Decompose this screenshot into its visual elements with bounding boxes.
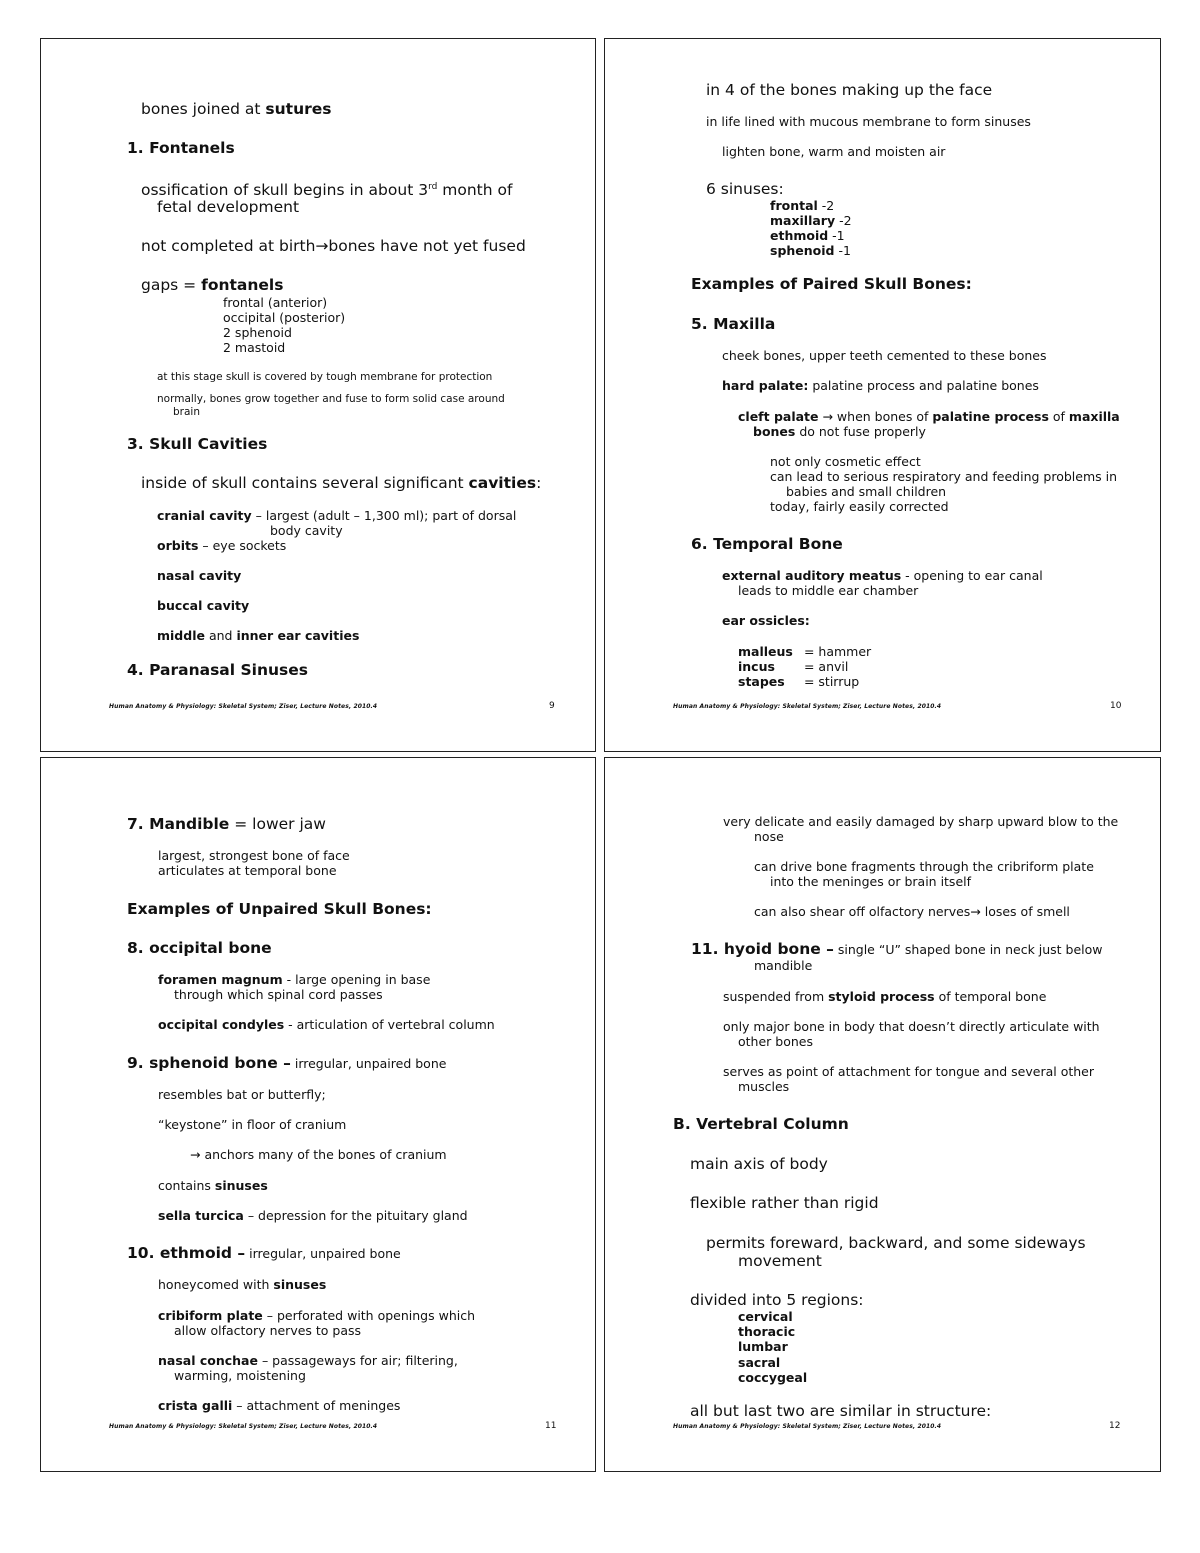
text-line: serves as point of attachment for tongue and several other [723, 1064, 1094, 1079]
text-line: muscles [738, 1079, 790, 1094]
text-line: ear ossicles: [722, 613, 810, 628]
text-line: into the meninges or brain itself [770, 874, 972, 889]
text-line: foramen magnum - large opening in base [158, 972, 431, 987]
text-line: only major bone in body that doesn’t directly articulate with [723, 1019, 1100, 1034]
section-heading: 8. occipital bone [127, 939, 272, 957]
section-heading: 6. Temporal Bone [691, 535, 843, 553]
page-number: 11 [545, 1421, 557, 1431]
list-item: thoracic [738, 1324, 796, 1339]
section-heading: 1. Fontanels [127, 139, 235, 157]
text-line: gaps = fontanels [141, 276, 284, 294]
list-item: ethmoid -1 [770, 228, 845, 243]
text-line: → anchors many of the bones of cranium [190, 1147, 447, 1162]
list-item: can lead to serious respiratory and feeding problems in [770, 469, 1117, 484]
text-line: divided into 5 regions: [690, 1291, 864, 1309]
footer-text: Human Anatomy & Physiology: Skeletal System; Ziser, Lecture Notes, 2010.4 [109, 703, 378, 710]
text-line: body cavity [270, 523, 343, 538]
text-line: nasal cavity [157, 568, 242, 583]
text-line: through which spinal cord passes [174, 987, 383, 1002]
text-line: orbits – eye sockets [157, 538, 287, 553]
text-line: ossification of skull begins in about 3rd month of [141, 181, 513, 200]
list-item: sacral [738, 1355, 781, 1370]
text-line: bones joined at sutures [141, 100, 332, 118]
text-line: nasal conchae – passageways for air; filtering, [158, 1353, 458, 1368]
text-line: in life lined with mucous membrane to form sinuses [706, 114, 1031, 129]
text-line: movement [738, 1252, 822, 1270]
text-line: resembles bat or butterfly; [158, 1087, 326, 1102]
slide-page-11 [40, 757, 596, 1472]
slide-page-12 [604, 757, 1161, 1472]
list-item: coccygeal [738, 1370, 808, 1385]
text-line: permits foreward, backward, and some sideways [706, 1234, 1086, 1252]
section-heading: Examples of Unpaired Skull Bones: [127, 900, 432, 918]
text-line: very delicate and easily damaged by sharp upward blow to the [723, 814, 1119, 829]
section-heading: 11. hyoid bone – single “U” shaped bone in neck just below [691, 940, 1103, 958]
text-line: inside of skull contains several significant cavities: [141, 474, 542, 492]
text-line: at this stage skull is covered by tough membrane for protection [157, 371, 493, 383]
list-item: incus = anvil [738, 659, 849, 674]
text-line: cleft palate → when bones of palatine process of maxilla [738, 409, 1120, 424]
text-line: flexible rather than rigid [690, 1194, 879, 1212]
text-line: brain [173, 406, 200, 418]
section-heading: B. Vertebral Column [673, 1115, 849, 1133]
list-item: malleus = hammer [738, 644, 872, 659]
text-line: occipital condyles - articulation of vertebral column [158, 1017, 495, 1032]
footer-text: Human Anatomy & Physiology: Skeletal System; Ziser, Lecture Notes, 2010.4 [673, 1423, 942, 1430]
text-line: cheek bones, upper teeth cemented to these bones [722, 348, 1047, 363]
text-line: cranial cavity – largest (adult – 1,300 ml); part of dorsal [157, 508, 517, 523]
slide-page-9 [40, 38, 596, 752]
text-line: other bones [738, 1034, 813, 1049]
list-item: sphenoid -1 [770, 243, 851, 258]
text-line: main axis of body [690, 1155, 828, 1173]
list-item: 2 sphenoid [223, 325, 292, 340]
text-line: middle and inner ear cavities [157, 628, 360, 643]
text-line: normally, bones grow together and fuse to form solid case around [157, 393, 505, 405]
section-heading: 3. Skull Cavities [127, 435, 268, 453]
text-line: can drive bone fragments through the cribriform plate [754, 859, 1094, 874]
list-item: frontal -2 [770, 198, 835, 213]
text-line: can also shear off olfactory nerves→ loses of smell [754, 904, 1070, 919]
text-line: lighten bone, warm and moisten air [722, 144, 946, 159]
text-line: hard palate: palatine process and palatine bones [722, 378, 1039, 393]
text-line: warming, moistening [174, 1368, 306, 1383]
text-line: cribiform plate – perforated with openings which [158, 1308, 476, 1323]
text-line: largest, strongest bone of face [158, 848, 350, 863]
list-item: 2 mastoid [223, 340, 286, 355]
text-line: suspended from styloid process of temporal bone [723, 989, 1047, 1004]
list-item: lumbar [738, 1339, 788, 1354]
footer-text: Human Anatomy & Physiology: Skeletal System; Ziser, Lecture Notes, 2010.4 [109, 1423, 378, 1430]
section-heading: 4. Paranasal Sinuses [127, 661, 308, 679]
list-item: babies and small children [786, 484, 947, 499]
text-line: “keystone” in floor of cranium [158, 1117, 347, 1132]
slide-page-10 [604, 38, 1161, 752]
text-line: nose [754, 829, 784, 844]
text-line: all but last two are similar in structure: [690, 1402, 992, 1420]
text-line: not completed at birth→bones have not yet fused [141, 237, 526, 255]
section-heading: Examples of Paired Skull Bones: [691, 275, 972, 293]
text-line: sella turcica – depression for the pituitary gland [158, 1208, 468, 1223]
text-line: buccal cavity [157, 598, 250, 613]
text-line: bones do not fuse properly [753, 424, 926, 439]
text-line: articulates at temporal bone [158, 863, 337, 878]
text-line: crista galli – attachment of meninges [158, 1398, 401, 1413]
text-line: external auditory meatus - opening to ear canal [722, 568, 1043, 583]
section-heading: 7. Mandible = lower jaw [127, 815, 326, 833]
footer-text: Human Anatomy & Physiology: Skeletal System; Ziser, Lecture Notes, 2010.4 [673, 703, 942, 710]
section-heading: 5. Maxilla [691, 315, 776, 333]
text-line: leads to middle ear chamber [738, 583, 919, 598]
text-line: allow olfactory nerves to pass [174, 1323, 362, 1338]
section-heading: 10. ethmoid – irregular, unpaired bone [127, 1244, 401, 1262]
list-item: maxillary -2 [770, 213, 852, 228]
list-item: cervical [738, 1309, 793, 1324]
text-line: in 4 of the bones making up the face [706, 81, 993, 99]
list-item: today, fairly easily corrected [770, 499, 949, 514]
text-line: fetal development [157, 198, 300, 216]
page-number: 9 [549, 701, 555, 711]
list-item: frontal (anterior) [223, 295, 328, 310]
list-item: not only cosmetic effect [770, 454, 921, 469]
text-line: 6 sinuses: [706, 180, 784, 198]
list-item: stapes = stirrup [738, 674, 860, 689]
page-number: 10 [1110, 701, 1122, 711]
list-item: occipital (posterior) [223, 310, 346, 325]
text-line: contains sinuses [158, 1178, 268, 1193]
page-number: 12 [1109, 1421, 1121, 1431]
text-line: mandible [754, 958, 813, 973]
section-heading: 9. sphenoid bone – irregular, unpaired bone [127, 1054, 447, 1072]
text-line: honeycomed with sinuses [158, 1277, 327, 1292]
